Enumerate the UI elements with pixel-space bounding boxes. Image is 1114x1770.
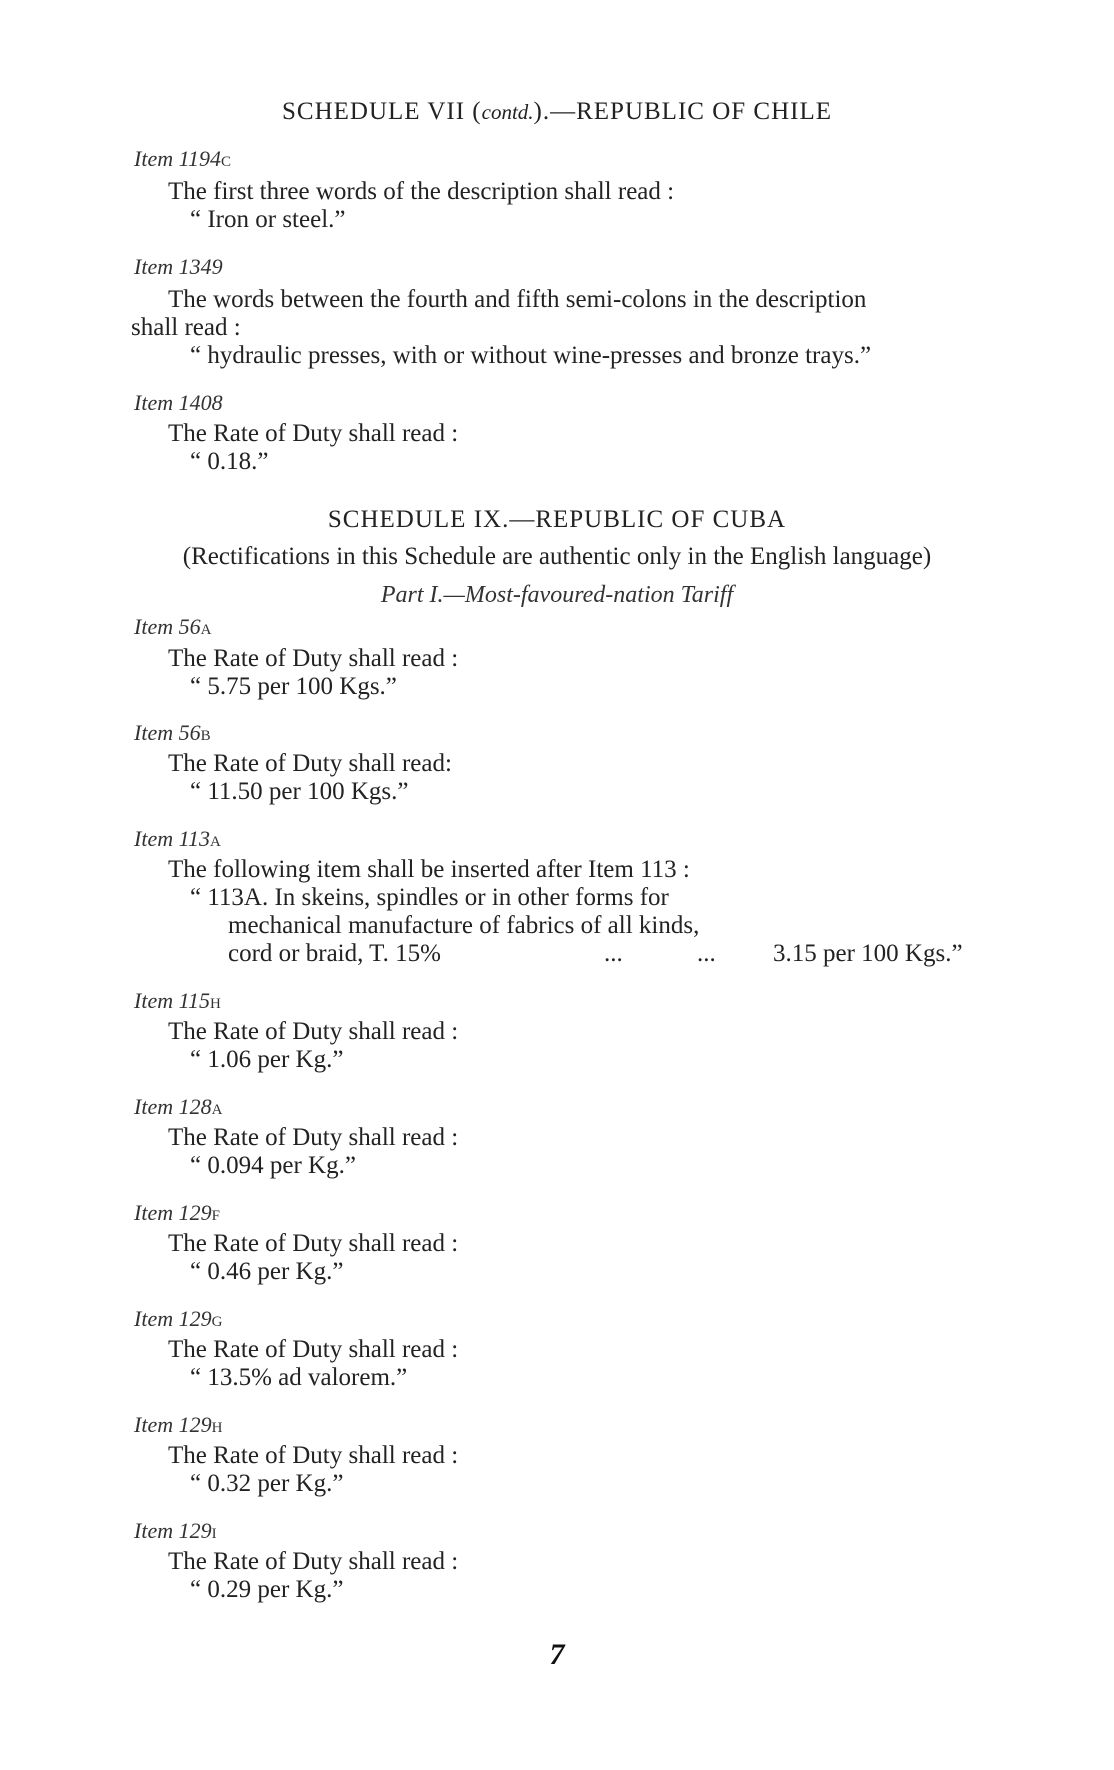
- item-text: The Rate of Duty shall read :: [168, 645, 459, 672]
- item-label: Item 1349: [134, 254, 223, 279]
- item-text-cont: shall read :: [131, 314, 241, 341]
- item-label: Item 129G: [134, 1306, 224, 1331]
- item-quote: “ 0.094 per Kg.”: [190, 1152, 356, 1179]
- item-rate: 3.15 per 100 Kgs.”: [773, 940, 963, 967]
- item-quote-cont: mechanical manufacture of fabrics of all kinds,: [228, 912, 700, 939]
- heading-contd: contd.: [481, 100, 534, 124]
- schedule-vii-heading: [0, 98, 1114, 126]
- item-text: The Rate of Duty shall read :: [168, 1548, 459, 1575]
- item-quote: “ 1.06 per Kg.”: [190, 1046, 344, 1073]
- item-quote: “ 113A. In skeins, spindles or in other forms for: [190, 884, 669, 911]
- heading-suffix: ).—REPUBLIC OF CHILE: [533, 98, 833, 125]
- item-label: Item 56B: [134, 720, 212, 745]
- item-quote: “ Iron or steel.”: [190, 206, 346, 233]
- item-text: The Rate of Duty shall read :: [168, 1442, 459, 1469]
- item-text: The words between the fourth and fifth semi-colons in the description: [168, 286, 867, 313]
- item-label: Item 129F: [134, 1200, 221, 1225]
- item-text: The Rate of Duty shall read :: [168, 420, 459, 447]
- leader-dots: ...: [697, 940, 716, 967]
- item-label: Item 1194C: [134, 146, 232, 171]
- item-text: The Rate of Duty shall read :: [168, 1230, 459, 1257]
- heading-prefix: SCHEDULE VII (: [281, 98, 482, 125]
- item-label: Item 128A: [134, 1094, 224, 1119]
- item-text: The Rate of Duty shall read :: [168, 1124, 459, 1151]
- item-text: The Rate of Duty shall read:: [168, 750, 452, 777]
- item-label: Item 129I: [134, 1518, 218, 1543]
- item-text: The Rate of Duty shall read :: [168, 1336, 459, 1363]
- item-label: Item 129H: [134, 1412, 224, 1437]
- item-label: Item 113A: [134, 826, 222, 851]
- item-quote-cont: cord or braid, T. 15%: [228, 940, 441, 967]
- authenticity-note: (Rectifications in this Schedule are authentic only in the English language): [182, 543, 932, 570]
- item-text: The first three words of the description shall read :: [168, 178, 675, 205]
- item-quote: “ 5.75 per 100 Kgs.”: [190, 673, 397, 700]
- leader-dots: ...: [604, 940, 623, 967]
- item-text: The following item shall be inserted after Item 113 :: [168, 856, 690, 883]
- item-text: The Rate of Duty shall read :: [168, 1018, 459, 1045]
- item-label: Item 115H: [134, 988, 222, 1013]
- schedule-ix-heading: SCHEDULE IX.—REPUBLIC OF CUBA: [327, 506, 787, 533]
- item-quote: “ 11.50 per 100 Kgs.”: [190, 778, 409, 805]
- item-quote: “ hydraulic presses, with or without wine-presses and bronze trays.”: [190, 342, 872, 369]
- item-quote: “ 13.5% ad valorem.”: [190, 1364, 408, 1391]
- item-quote: “ 0.18.”: [190, 448, 269, 475]
- item-label: Item 56A: [134, 614, 213, 639]
- part-title: Part I.—Most-favoured-nation Tariff: [380, 582, 734, 608]
- item-quote: “ 0.46 per Kg.”: [190, 1258, 344, 1285]
- page-number: 7: [549, 1638, 565, 1671]
- item-label: Item 1408: [134, 390, 223, 415]
- item-quote: “ 0.29 per Kg.”: [190, 1576, 344, 1603]
- item-quote: “ 0.32 per Kg.”: [190, 1470, 344, 1497]
